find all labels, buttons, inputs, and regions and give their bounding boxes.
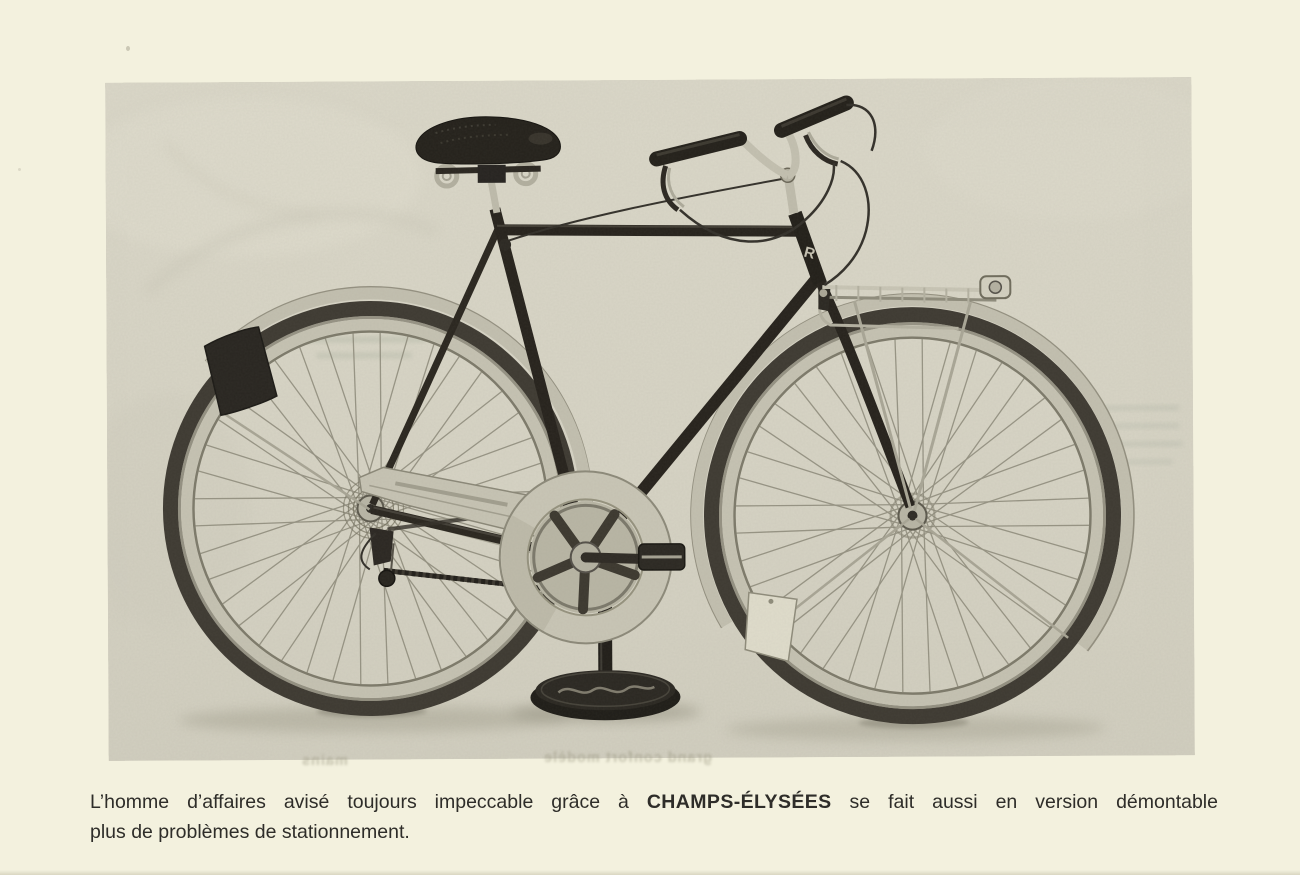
caption-line-2: plus de problèmes de stationnement. — [90, 821, 410, 843]
model-name: CHAMPS-ÉLYSÉES — [646, 791, 832, 813]
paper-speck — [126, 46, 130, 51]
caption-text-pre: L’homme d’affaires avisé toujours impeccable grâce à — [90, 791, 647, 813]
photo-grain-overlay — [105, 77, 1195, 761]
bicycle-photograph — [105, 77, 1195, 761]
paper-speck — [18, 168, 21, 171]
head-badge: R — [802, 243, 817, 263]
bleed-through-words-middle: grand confort modèle — [543, 750, 713, 766]
caption-line-1 — [90, 787, 1218, 817]
bicycle-illustration — [105, 77, 1195, 761]
caption — [90, 787, 1218, 847]
caption-text-post: se fait aussi en version démontable — [831, 791, 1218, 813]
bleed-through-word-left: mains — [301, 753, 348, 769]
